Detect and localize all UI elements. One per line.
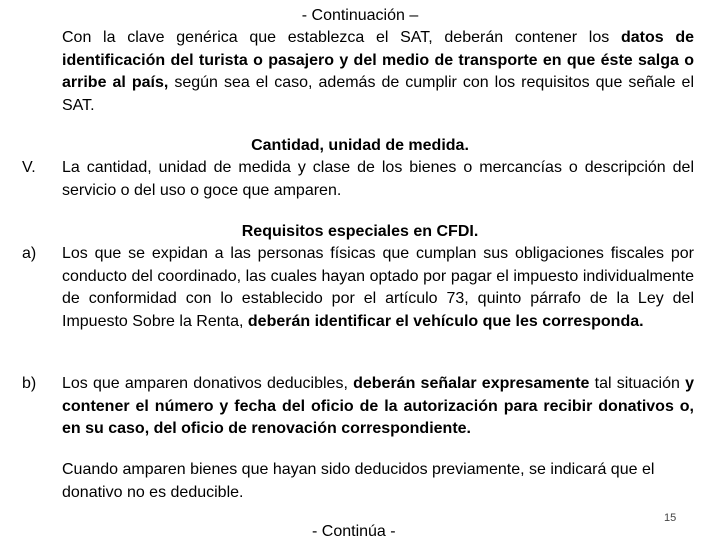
item-b-label: b): [22, 375, 37, 392]
intro-bold-1: datos de identificación del turista o pasajero y del medio de transporte en que éste salga o arribe al país,: [62, 29, 694, 91]
item-b-text-1: Los que amparen donativos deducibles,: [62, 375, 354, 392]
intro-text-1: Con la clave genérica que establezca el SAT, deberán contener los: [62, 29, 621, 46]
item-b-paragraph: [62, 373, 694, 441]
item-b-note: Cuando amparen bienes que hayan sido deducidos previamente, se indicará que el donativo no es deducible.: [62, 461, 655, 501]
intro-paragraph: [62, 27, 694, 117]
continuation-header: - Continuación –: [301, 7, 419, 24]
item-a-text: Los que se expidan a las personas físicas que cumplan sus obligaciones fiscales por conducto del coordinado, las cuales hayan optado por pagar el impuesto individualmente de conformidad con lo establecido por el artículo 73, quinto párrafo de la Ley del Impuesto Sobre la Renta,: [62, 245, 694, 330]
item-b-text-2: tal situación: [589, 375, 686, 392]
section-v-text: La cantidad, unidad de medida y clase de los bienes o mercancías o descripción del servicio o del uso o goce que amparen.: [62, 159, 694, 199]
item-a-label: a): [22, 245, 37, 262]
page-number: 15: [664, 512, 677, 524]
intro-text-2: según sea el caso, además de cumplir con los requisitos que señale el SAT.: [62, 74, 694, 114]
special-requirements-title: Requisitos especiales en CFDI.: [241, 223, 479, 240]
item-b-bold-2: y contener el número y fecha del oficio de la autorización para recibir donativos o, en su caso, del oficio de renovación correspondiente.: [62, 375, 694, 437]
section-v-label: V.: [22, 159, 36, 176]
item-a-bold: deberán identificar el vehículo que les corresponda.: [247, 312, 644, 330]
item-a-paragraph: [62, 243, 694, 333]
section-v-title: Cantidad, unidad de medida.: [251, 137, 469, 154]
continues-footer: - Continúa -: [312, 523, 396, 540]
item-b-bold-1: deberán señalar expresamente: [353, 375, 590, 392]
